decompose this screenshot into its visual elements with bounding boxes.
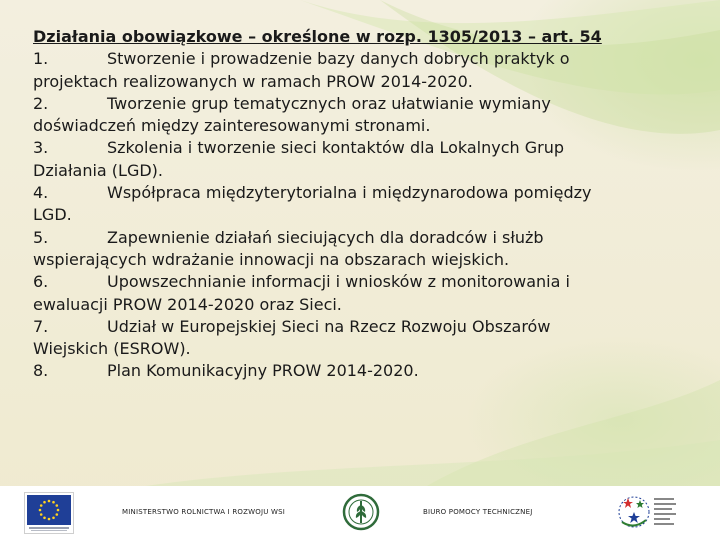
action-item-number: 4. <box>33 183 49 203</box>
action-list <box>33 48 663 382</box>
action-item-continuation: Wiejskich (ESROW). <box>33 339 191 359</box>
action-item-continuation: ewaluacji PROW 2014-2020 oraz Sieci. <box>33 294 342 314</box>
prow-logo-icon <box>614 490 684 534</box>
action-item-number: 1. <box>33 49 49 69</box>
action-item-text: Upowszechnianie informacji i wniosków z monitorowania i <box>107 272 570 292</box>
action-item-text: Stworzenie i prowadzenie bazy danych dobrych praktyk o <box>107 49 570 69</box>
action-item-continuation: doświadczeń między zainteresowanymi stronami. <box>33 116 431 136</box>
action-item-number: 6. <box>33 272 49 292</box>
action-item-number: 3. <box>33 138 49 158</box>
eu-flag-icon <box>27 495 71 525</box>
action-item <box>33 316 663 338</box>
action-item <box>33 227 663 249</box>
slide-content <box>33 26 663 383</box>
action-item-text: Szkolenia i tworzenie sieci kontaktów dla Lokalnych Grup <box>107 138 565 158</box>
action-item-number: 8. <box>33 361 49 381</box>
action-item-text: Plan Komunikacyjny PROW 2014-2020. <box>107 361 419 381</box>
action-item-continuation: wspierających wdrażanie innowacji na obszarach wiejskich. <box>33 249 510 269</box>
action-item-number: 7. <box>33 316 49 336</box>
action-item-text: Współpraca międzyterytorialna i międzynarodowa pomiędzy <box>107 183 592 203</box>
action-item-text: Zapewnienie działań sieciujących dla doradców i służb <box>107 227 544 247</box>
action-item-text: Udział w Europejskiej Sieci na Rzecz Rozwoju Obszarów <box>107 316 551 336</box>
action-item <box>33 182 663 204</box>
footer-bar <box>0 486 720 540</box>
action-item-continuation: projektach realizowanych w ramach PROW 2014-2020. <box>33 71 473 91</box>
ministry-emblem-icon <box>342 493 380 531</box>
eu-flag-logo <box>24 492 74 534</box>
action-item <box>33 93 663 115</box>
action-item <box>33 271 663 293</box>
action-item-continuation: LGD. <box>33 205 72 225</box>
action-item-continuation: Działania (LGD). <box>33 160 163 180</box>
action-item-text: Tworzenie grup tematycznych oraz ułatwianie wymiany <box>107 93 551 113</box>
action-item-number: 2. <box>33 93 49 113</box>
action-item <box>33 137 663 159</box>
action-item <box>33 360 663 382</box>
slide-heading: Działania obowiązkowe – określone w rozp. 1305/2013 – art. 54 <box>33 27 602 46</box>
action-item-number: 5. <box>33 227 49 247</box>
action-item <box>33 48 663 70</box>
bureau-name: BIURO POMOCY TECHNICZNEJ <box>423 508 533 516</box>
ministry-name: MINISTERSTWO ROLNICTWA I ROZWOJU WSI <box>122 508 286 516</box>
